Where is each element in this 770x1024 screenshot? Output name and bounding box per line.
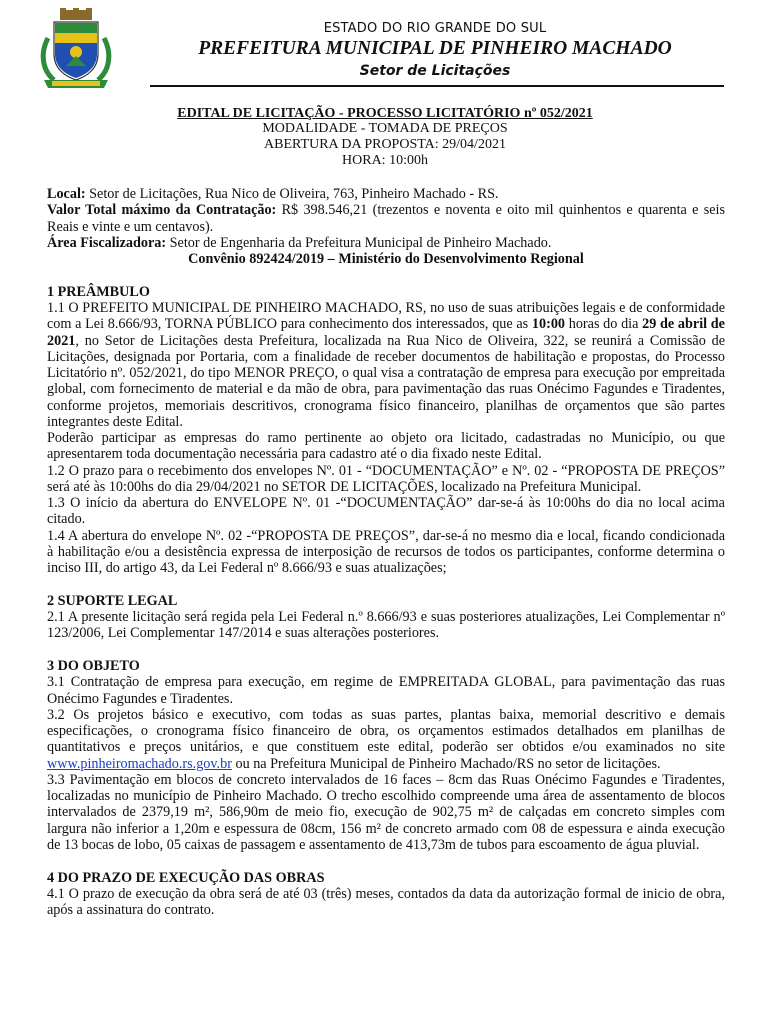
local-line [47, 186, 725, 202]
header-divider [150, 85, 724, 87]
paragraph-2-1: 2.1 A presente licitação será regida pela Lei Federal n.º 8.666/93 e suas posteriores atualizações, Lei Complementar nº 123/2006, Lei Complementar 147/2014 e suas alterações posteriores. [47, 609, 725, 642]
paragraph-1-1-participation: Poderão participar as empresas do ramo pertinente ao objeto ora licitado, cadastradas no Município, ou que apresentarem toda documentação necessária para cadastro até o dia fixado neste Edital. [47, 430, 725, 463]
local-label: Local: [47, 186, 86, 202]
p1-1-text-a: 1.1 O PREFEITO MUNICIPAL DE PINHEIRO MACHADO, RS, no uso de suas atribuições legais e de conformidade com a Lei 8.666/93, TORNA PÚBLICO para conhecimento dos interessados, que as [47, 300, 725, 333]
coat-of-arms-icon [38, 8, 114, 94]
valor-value: R$ 398.546,21 (trezentos e noventa e oito mil quinhentos e quarenta e seis Reais e vinte e um centavos). [47, 202, 725, 235]
area-line [47, 235, 725, 251]
paragraph-1-3: 1.3 O início da abertura do ENVELOPE Nº. 01 -“DOCUMENTAÇÃO” dar-se-á às 10:00hs do dia no local acima citado. [47, 495, 725, 528]
paragraph-3-2 [47, 707, 725, 772]
paragraph-4-1: 4.1 O prazo de execução da obra será de até 03 (três) meses, contados da data da autorização formal de inicio de obra, após a assinatura do contrato. [47, 885, 725, 918]
p1-1-time: 10:00 [531, 316, 566, 333]
section-1-heading: 1 PREÂMBULO [47, 283, 150, 300]
convenio: Convênio 892424/2019 – Ministério do Desenvolvimento Regional [188, 251, 584, 267]
p1-1-date: 29 de abril de 2021 [47, 316, 725, 349]
p1-1-text-b: horas do dia [565, 316, 643, 333]
local-value: Setor de Licitações, Rua Nico de Oliveira, 763, Pinheiro Machado - RS. [85, 186, 499, 202]
area-value: Setor de Engenharia da Prefeitura Municipal de Pinheiro Machado. [166, 234, 552, 251]
p3-2-text-a: 3.2 Os projetos básico e executivo, com todas as suas partes, plantas baixa, memorial descritivo e demais especificações, o cronograma físico financeiro de obra, os orçamentos estimados detalhados em planilhas de quantitativos e preços unitários, e que constituem este edital, poderão ser obtidos e/ou examinados no site [47, 706, 725, 756]
paragraph-1-1 [47, 300, 725, 430]
section-3-heading: 3 DO OBJETO [47, 658, 140, 674]
paragraph-3-3: 3.3 Pavimentação em blocos de concreto intervalados de 16 faces – 8cm das Ruas Onécimo Fagundes e Tiradentes, localizadas no município de Pinheiro Machado. O trecho escolhido compreende uma área de assentamento de blocos intervalados de 2379,19 m², 586,90m de meio fio, execução de 902,75 m² de calçadas em concreto simples com largura não inferior a 1,20m e espessura de 08cm, 156 m² de concreto armado com 08 de espessura e ainda execução de 13 bocas de lobo, 05 caixas de passagem e assentamento de 413,73m de tubos para escoamento de água pluvial. [47, 771, 725, 853]
valor-line [47, 202, 725, 235]
modalidade: MODALIDADE - TOMADA DE PREÇOS [262, 121, 508, 136]
hora: HORA: 10:00h [342, 153, 428, 168]
section-4-heading: 4 DO PRAZO DE EXECUÇÃO DAS OBRAS [47, 869, 325, 886]
header-prefeitura: PREFEITURA MUNICIPAL DE PINHEIRO MACHADO [198, 38, 672, 59]
paragraph-3-1: 3.1 Contratação de empresa para execução, em regime de EMPREITADA GLOBAL, para pavimentação das ruas Onécimo Fagundes e Tiradentes. [47, 674, 725, 707]
valor-label: Valor Total máximo da Contratação: [47, 202, 277, 219]
header-setor: Setor de Licitações [359, 63, 511, 79]
section-2-heading: 2 SUPORTE LEGAL [47, 592, 178, 609]
edital-title: EDITAL DE LICITAÇÃO - PROCESSO LICITATÓRIO nº 052/2021 [177, 106, 593, 121]
paragraph-1-2: 1.2 O prazo para o recebimento dos envelopes Nº. 01 - “DOCUMENTAÇÃO” e Nº. 02 - “PROPOSTA DE PREÇOS” será até às 10:00hs do dia 29/04/2021 no SETOR DE LICITAÇÕES, localizado na Prefeitura Municipal. [47, 462, 725, 495]
site-link[interactable]: www.pinheiromachado.rs.gov.br [47, 755, 232, 772]
header-state: ESTADO DO RIO GRANDE DO SUL [323, 21, 547, 36]
document-body [47, 186, 725, 918]
p3-2-text-b: ou na Prefeitura Municipal de Pinheiro Machado/RS no setor de licitações. [231, 755, 661, 772]
p1-1-text-c: , no Setor de Licitações desta Prefeitura, localizada na Rua Nico de Oliveira, 322, se reunirá a Comissão de Licitações, designada por Portaria, com a finalidade de receber documentos de habilitação e propostas, do Processo Licitatório nº. 052/2021, do tipo MENOR PREÇO, o qual visa a contratação de empresa para execução por empreitada global, com fornecimento de material e da mão de obra, para pavimentação das ruas Onécimo Fagundes e Tiradentes, conforme projetos, memoriais descritivos, cronograma físico financeiro, planilhas de orçamentos que são partes integrantes deste Edital. [47, 332, 725, 430]
area-label: Área Fiscalizadora: [47, 234, 167, 251]
paragraph-1-4: 1.4 A abertura do envelope Nº. 02 -“PROPOSTA DE PREÇOS”, dar-se-á no mesmo dia e local, ficando condicionada à habilitação e/ou a desistência expressa de interposição de recursos de todos os participantes, conforme determina o inciso III, do artigo 43, da Lei Federal nº 8.666/93 e suas atualizações; [47, 527, 725, 576]
abertura-proposta: ABERTURA DA PROPOSTA: 29/04/2021 [264, 137, 506, 152]
